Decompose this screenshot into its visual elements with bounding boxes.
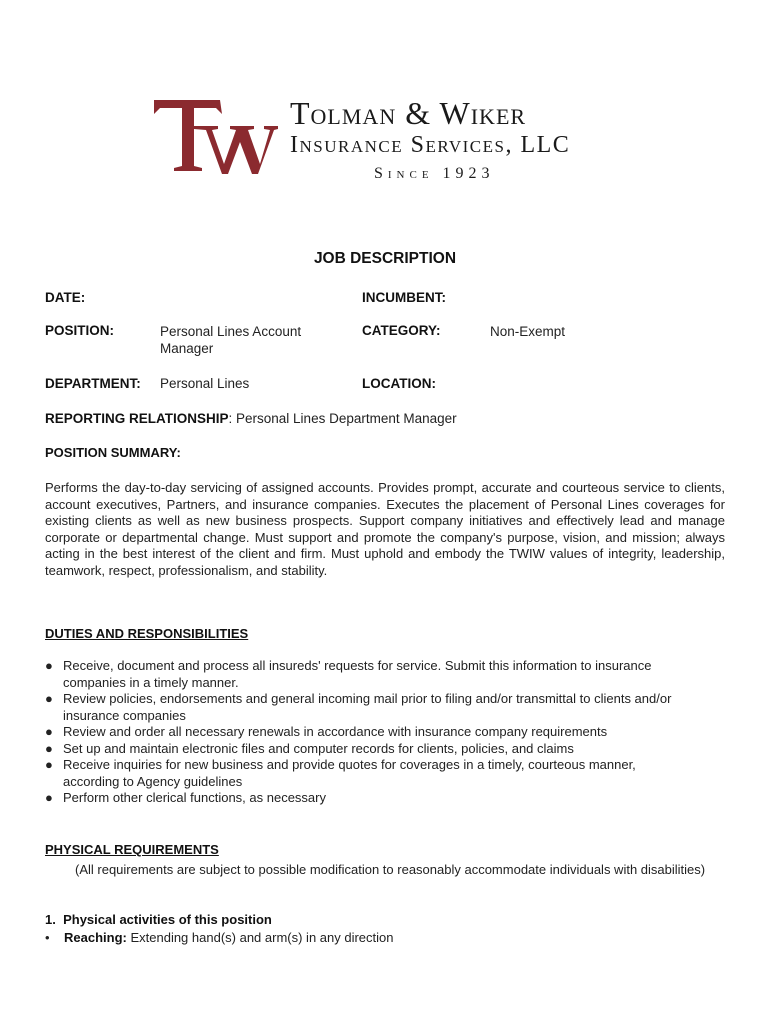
- date-label: DATE:: [45, 290, 86, 305]
- duty-text: Perform other clerical functions, as necessary: [63, 790, 326, 805]
- reporting-label: REPORTING RELATIONSHIP: [45, 411, 229, 426]
- company-name: [290, 97, 570, 183]
- list-item: [45, 790, 685, 807]
- company-name-line2: Insurance Services, LLC: [290, 132, 571, 158]
- list-item: [45, 757, 685, 790]
- list-item: [45, 658, 685, 691]
- bullet-icon: ●: [45, 658, 53, 673]
- department-value: Personal Lines: [160, 376, 250, 391]
- bullet-icon: ●: [45, 740, 53, 756]
- item-title: Physical activities of this position: [63, 912, 272, 927]
- item-number: 1.: [45, 912, 56, 927]
- physical-requirements-note: (All requirements are subject to possible modification to reasonably accommodate individuals with disabilities): [75, 862, 706, 877]
- reaching-text: Extending hand(s) and arm(s) in any direction: [126, 930, 394, 945]
- position-summary-heading: POSITION SUMMARY:: [45, 445, 181, 460]
- duty-text: Set up and maintain electronic files and computer records for clients, policies, and claims: [63, 740, 574, 756]
- position-label: POSITION:: [45, 323, 115, 338]
- duty-text: Receive inquiries for new business and provide quotes for coverages in a timely, courteous manner, according to Agency guidelines: [63, 757, 636, 789]
- bullet-icon: ●: [45, 724, 53, 739]
- bullet-icon: ●: [45, 790, 53, 805]
- reporting-relationship: [45, 410, 457, 427]
- duty-text: Receive, document and process all insureds' requests for service. Submit this information to insurance companies in a timely manner.: [63, 658, 652, 690]
- category-label: CATEGORY:: [362, 323, 441, 338]
- reaching-item: [45, 930, 394, 945]
- list-item: [45, 691, 685, 724]
- location-label: LOCATION:: [362, 376, 436, 391]
- company-since: Since 1923: [374, 165, 495, 182]
- position-summary-text: Performs the day-to-day servicing of assigned accounts. Provides prompt, accurate and courteous service to clients, account executives, Partners, and insurance companies. Executes the placement of Personal Lines coverages for existing clients as well as new business prospects. Support company initiatives and effectively lead and manage corporate or departmental change. Must support and promote the company's purpose, vision, and mission; always acting in the best interest of the client and firm. Must uphold and embody the TWIW values of integrity, leadership, teamwork, respect, professionalism, and stability.: [45, 480, 725, 578]
- bullet-icon: •: [45, 930, 50, 945]
- list-item: [45, 741, 685, 758]
- tw-monogram-icon: [150, 96, 280, 181]
- document-title: JOB DESCRIPTION: [313, 250, 457, 267]
- category-value: Non-Exempt: [490, 324, 566, 339]
- list-item: [45, 724, 685, 741]
- reporting-value: : Personal Lines Department Manager: [228, 411, 457, 426]
- bullet-icon: ●: [45, 757, 53, 772]
- department-label: DEPARTMENT:: [45, 376, 141, 391]
- duties-heading: DUTIES AND RESPONSIBILITIES: [45, 626, 249, 641]
- bullet-icon: ●: [45, 691, 53, 706]
- incumbent-label: INCUMBENT:: [362, 290, 446, 305]
- physical-activities-item: [45, 912, 272, 927]
- position-value: Personal Lines Account Manager: [160, 324, 302, 356]
- duties-list: [45, 658, 685, 807]
- physical-requirements-heading: PHYSICAL REQUIREMENTS: [45, 842, 219, 857]
- reaching-label: Reaching:: [64, 930, 127, 945]
- duty-text: Review and order all necessary renewals in accordance with insurance company requirements: [63, 724, 608, 739]
- duty-text: Review policies, endorsements and general incoming mail prior to filing and/or transmittal to clients and/or insurance companies: [63, 691, 672, 723]
- company-name-line1: Tolman & Wiker: [290, 95, 527, 131]
